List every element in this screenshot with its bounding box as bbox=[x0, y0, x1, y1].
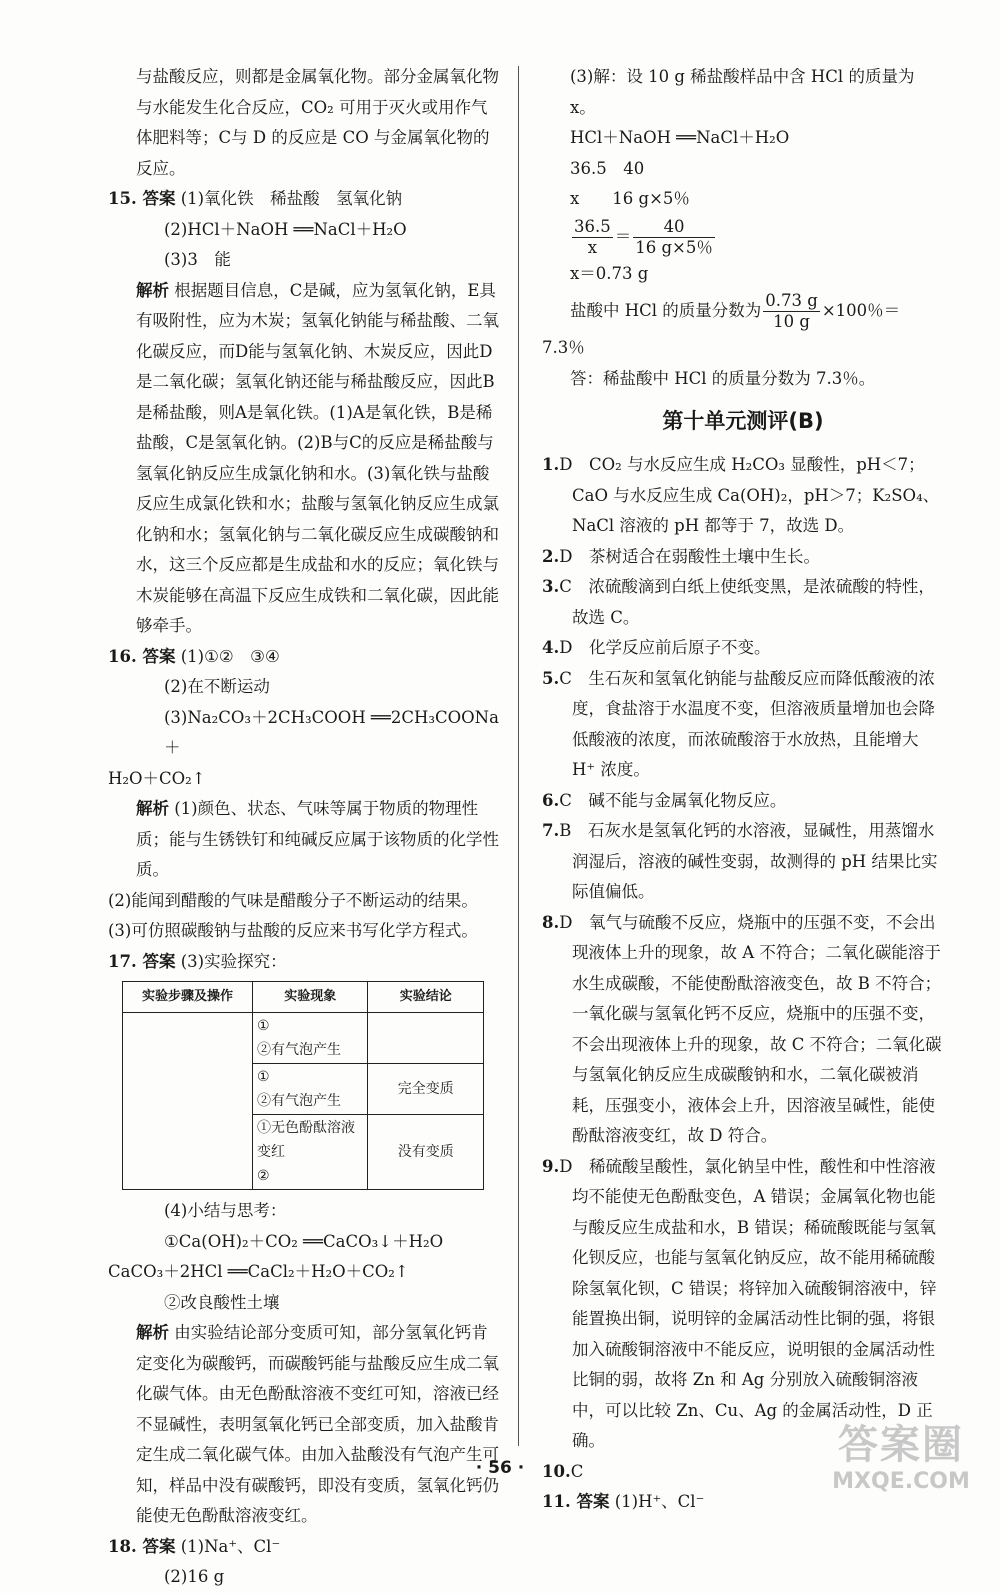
answer-item bbox=[542, 1152, 944, 1457]
answer-15-line1: 15. 答案 (1)氧化铁 稀盐酸 氢氧化钠 bbox=[108, 189, 403, 208]
table-cell-steps bbox=[123, 1013, 253, 1190]
answer-16-label: 16. 答案 bbox=[108, 646, 176, 666]
analysis-15: 解析 根据题目信息，C是碱，应为氢氧化钠，E具有吸附性，应为木炭；氢氧化钠能与稀盐酸、二氧化碳反应，而D能与氢氧化钠、木炭反应，因此D是二氧化碳；氢氧化钠还能与稀盐酸反应，因此B是稀盐酸，则A是氧化铁。(1)A是氧化铁，B是稀盐酸，C是氢氧化钠。(2)B与C的反应是稀盐酸与氢氧化钠反应生成氯化钠和水。(3)氧化铁与盐酸反应生成氯化铁和水；盐酸与氢氧化钠反应生成氯化钠和水；氢氧化钠与二氧化碳反应生成碳酸钠和水，这三个反应都是生成盐和水的反应；氧化铁与木炭能够在高温下反应生成铁和二氧化碳，因此能够牵手。 bbox=[136, 280, 499, 635]
table-cell-conclusion: 没有变质 bbox=[368, 1115, 484, 1190]
table-cell-phenomenon: ① ②有气泡产生 bbox=[252, 1013, 368, 1064]
watermark-logo: 答案圈 MXQE.COM bbox=[832, 1422, 970, 1494]
analysis-16-line2: (2)能闻到醋酸的气味是醋酸分子不断运动的结果。 bbox=[108, 890, 478, 910]
table-cell-conclusion: 完全变质 bbox=[368, 1064, 484, 1115]
answer-item bbox=[542, 664, 944, 786]
answer-item-text: C 生石灰和氢氧化钠能与盐酸反应而降低酸液的浓度，食盐溶于水温度不变，但溶液质量增加也会降低酸液的浓度，而浓硫酸溶于水放热，且能增大 H⁺ 浓度。 bbox=[559, 668, 935, 779]
answer-16-line4: H₂O＋CO₂↑ bbox=[108, 768, 206, 788]
answer-item bbox=[542, 450, 944, 542]
answer-item-number: 1. bbox=[542, 455, 560, 474]
answer-item-number: 7. bbox=[542, 821, 560, 840]
table-cell-conclusion bbox=[368, 1013, 484, 1064]
answer-item bbox=[542, 786, 944, 817]
solution-ratio-bottom: x 16 g×5％ bbox=[570, 189, 690, 208]
answer-item-number: 2. bbox=[542, 546, 560, 566]
analysis-16: 解析 (1)颜色、状态、气味等属于物质的物理性质；能与生锈铁钉和纯碱反应属于该物质的化学性质。 bbox=[136, 799, 499, 879]
section-title: 第十单元测评(B) bbox=[662, 409, 824, 433]
column-divider bbox=[518, 66, 519, 1446]
answer-item bbox=[542, 542, 944, 573]
fraction-mass: $\frac{0.73 g}{10 g}$ bbox=[765, 291, 818, 331]
fraction-left: $\frac{36.5}{x}$ bbox=[574, 216, 611, 257]
answer-16-line3: (3)Na₂CO₃＋2CH₃COOH ══2CH₃COONa＋ bbox=[164, 707, 499, 757]
solution-proportion: $\frac{36.5}{x}$ ＝ $\frac{40}{16 g\times 5\%}$ bbox=[574, 216, 713, 257]
answer-item-number: 8. bbox=[542, 912, 560, 932]
table-header-row bbox=[123, 982, 484, 1013]
analysis-17: 解析 由实验结论部分变质可知，部分氢氧化钙肯定变化为碳酸钙，而碳酸钙能与盐酸反应生成二氧化碳气体。由无色酚酞溶液不变红可知，溶液已经不显碱性，表明氢氧化钙已全部变质，加入盐酸肯定生成二氧化碳气体。由加入盐酸没有气泡产生可知，样品中没有碳酸钙，即没有变质，氢氧化钙仍能使无色酚酞溶液变红。 bbox=[136, 1323, 499, 1525]
answer-item-number: 4. bbox=[542, 638, 560, 657]
answer-17-line1: 17. 答案 (3)实验探究： bbox=[108, 951, 287, 971]
answer-item-text: (1)H⁺、Cl⁻ bbox=[609, 1492, 705, 1511]
solution-ratio-top: 36.5 40 bbox=[570, 158, 645, 178]
answer-item-text: C 浓硫酸滴到白纸上使纸变黑，是浓硫酸的特性，故选 C。 bbox=[559, 577, 935, 627]
answer-17-line5: ②改良酸性土壤 bbox=[164, 1292, 280, 1312]
answer-17-line3: ①Ca(OH)₂＋CO₂ ══CaCO₃↓＋H₂O bbox=[164, 1231, 444, 1251]
answer-18-line1: 18. 答案 (1)Na⁺、Cl⁻ bbox=[108, 1536, 281, 1556]
answer-17-line4: CaCO₃＋2HCl ══CaCl₂＋H₂O＋CO₂↑ bbox=[108, 1262, 409, 1281]
solution-answer: 答：稀盐酸中 HCl 的质量分数为 7.3％。 bbox=[570, 368, 876, 388]
answer-item-text: D 茶树适合在弱酸性土壤中生长。 bbox=[559, 546, 820, 566]
answer-item-number: 9. bbox=[542, 1156, 560, 1176]
analysis-16-line3: (3)可仿照碳酸钠与盐酸的反应来书写化学方程式。 bbox=[108, 921, 478, 940]
answer-17-label: 17. 答案 bbox=[108, 951, 176, 971]
table-header: 实验步骤及操作 bbox=[123, 982, 253, 1013]
answer-16-line1: 16. 答案 (1)①② ③④ bbox=[108, 646, 280, 666]
answer-item-text: D 化学反应前后原子不变。 bbox=[559, 638, 771, 657]
answer-15-line2: (2)HCl＋NaOH ══NaCl＋H₂O bbox=[164, 219, 407, 239]
solution-equation: HCl＋NaOH ══NaCl＋H₂O bbox=[570, 128, 790, 147]
answer-item bbox=[542, 633, 944, 664]
answer-item-text: D 稀硫酸呈酸性，氯化钠呈中性，酸性和中性溶液均不能使无色酚酞变色，A 错误；金属氧化物也能与酸反应生成盐和水，B 错误；稀硫酸既能与氢氧化钡反应，也能与氢氧化钠反应，故不能用稀硫酸除氢氧化钡，C 错误；将锌加入硫酸铜溶液中，锌能置换出铜，说明锌的金属活动性比铜的强，将银加入硫酸铜溶液中不能反应，说明银的金属活动性比铜的弱，故将 Zn 和 Ag 分别放入硫酸铜溶液中，可以比较 Zn、Cu、Ag 的金属活动性，D 正确。 bbox=[559, 1156, 937, 1450]
answer-17-line2: (4)小结与思考： bbox=[164, 1201, 287, 1220]
solution-intro: (3)解：设 10 g 稀盐酸样品中含 HCl 的质量为 x。 bbox=[570, 67, 915, 117]
table-header: 实验现象 bbox=[252, 982, 368, 1013]
table-row bbox=[123, 1013, 484, 1064]
answer-item-text: D 氧气与硫酸不反应，烧瓶中的压强不变，不会出现液体上升的现象，故 A 不符合；二氧化碳能溶于水生成碳酸，不能使酚酞溶液变色，故 B 不符合；一氧化碳与氢氧化钙不反应，烧瓶中的压强不变，不会出现液体上升的现象，故 C 不符合；二氧化碳与氢氧化钠反应生成碳酸钠和水，二氧化碳被消耗，压强变小，液体会上升，因溶液呈碱性，能使酚酞溶液变红，故 D 符合。 bbox=[559, 912, 942, 1145]
answer-15-label: 15. 答案 bbox=[108, 189, 176, 208]
answer-18-label: 18. 答案 bbox=[108, 1536, 176, 1556]
answer-item-text: D CO₂ 与水反应生成 H₂CO₃ 显酸性，pH＜7；CaO 与水反应生成 Ca(OH)₂，pH＞7；K₂SO₄、NaCl 溶液的 pH 都等于 7，故选 D。 bbox=[559, 455, 940, 535]
answer-item-number: 5. bbox=[542, 668, 560, 688]
answer-item bbox=[542, 908, 944, 1152]
answer-15-line3: (3)3 能 bbox=[164, 250, 231, 269]
solution-result: x＝0.73 g bbox=[570, 263, 649, 283]
answer-item-number: 11. 答案 bbox=[542, 1492, 610, 1511]
solution-mass-fraction: 盐酸中 HCl 的质量分数为 $\frac{0.73 g}{10 g}$ ×100％＝ bbox=[570, 291, 901, 331]
table-cell-phenomenon: ①无色酚酞溶液 变红 ② bbox=[252, 1115, 368, 1190]
answer-16-line2: (2)在不断运动 bbox=[164, 677, 270, 696]
paragraph-14-tail: 与盐酸反应，则都是金属氧化物。部分金属氧化物与水能发生化合反应，CO₂ 可用于灭火或用作气体肥料等；C与 D 的反应是 CO 与金属氧化物的反应。 bbox=[136, 67, 499, 178]
solution-mass-fraction-value: 7.3％ bbox=[542, 338, 585, 357]
answer-item bbox=[542, 816, 944, 908]
answer-item-text: C 碱不能与金属氧化物反应。 bbox=[559, 790, 787, 810]
experiment-table bbox=[122, 981, 484, 1190]
table-header: 实验结论 bbox=[368, 982, 484, 1013]
answer-list bbox=[542, 450, 944, 1518]
answer-item-number: 10. bbox=[542, 1461, 571, 1481]
answer-item bbox=[542, 572, 944, 633]
answer-18-line2: (2)16 g bbox=[164, 1567, 225, 1586]
answer-item-text: B 石灰水是氢氧化钙的水溶液，显碱性，用蒸馏水润湿后，溶液的碱性变弱，故测得的 pH 结果比实际值偏低。 bbox=[559, 821, 938, 901]
table-cell-phenomenon: ① ②有气泡产生 bbox=[252, 1064, 368, 1115]
page-number: · 56 · bbox=[475, 1458, 525, 1478]
answer-item-number: 6. bbox=[542, 790, 560, 810]
answer-item-text: C bbox=[570, 1461, 584, 1481]
right-column bbox=[542, 62, 944, 1518]
fraction-right: $\frac{40}{16 g\times 5\%}$ bbox=[635, 216, 713, 257]
answer-item-number: 3. bbox=[542, 577, 560, 596]
left-column bbox=[108, 62, 500, 1593]
